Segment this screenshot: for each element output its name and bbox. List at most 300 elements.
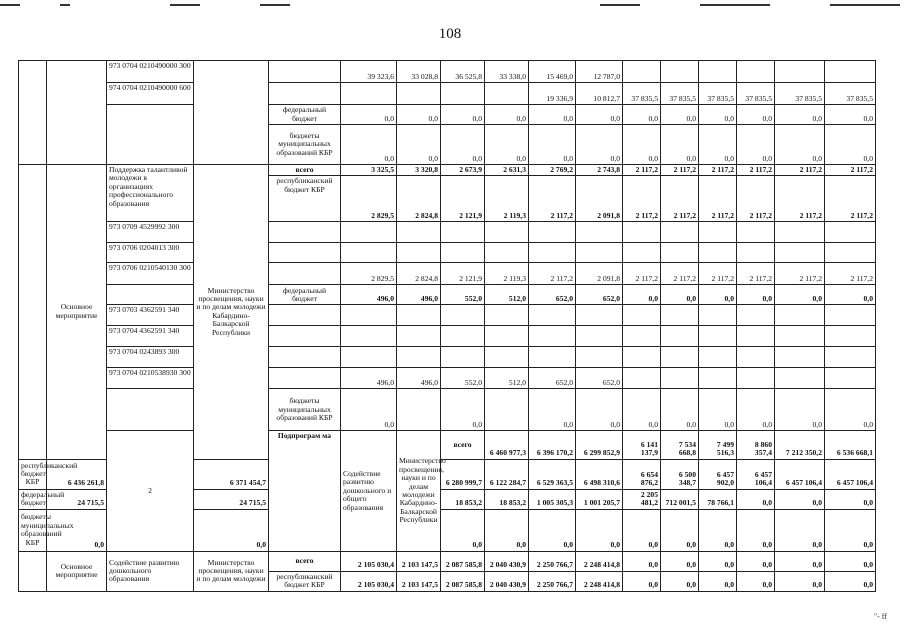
value-cell: 0,0 <box>623 105 661 125</box>
source-label: республиканский бюджет КБР <box>269 176 341 222</box>
event-name: Содействие развитию дошкольного образования <box>107 551 194 591</box>
value-cell: 552,0 <box>441 368 485 389</box>
value-cell: 2 087 585,8 <box>441 551 485 571</box>
value-cell: 2 250 766,7 <box>529 571 576 591</box>
value-cell: 0,0 <box>699 125 737 165</box>
value-cell: 6 396 170,2 <box>529 431 576 459</box>
value-cell: 2 117,2 <box>825 263 876 285</box>
table-row <box>19 263 876 285</box>
value-cell <box>775 243 825 263</box>
value-cell: 10 812,7 <box>576 83 623 105</box>
value-cell: 6 536 668,1 <box>825 431 876 459</box>
value-cell: 37 835,5 <box>661 83 699 105</box>
value-cell: 2 117,2 <box>825 165 876 176</box>
value-cell <box>485 326 529 347</box>
value-cell: 0,0 <box>737 551 775 571</box>
value-cell: 37 835,5 <box>825 83 876 105</box>
budget-code: 973 0704 0243893 300 <box>107 347 194 368</box>
value-cell: 0,0 <box>699 551 737 571</box>
value-cell <box>825 305 876 326</box>
value-cell: 24 715,5 <box>194 489 269 509</box>
value-cell: 652,0 <box>576 368 623 389</box>
table-row <box>19 326 876 347</box>
value-cell <box>397 222 441 243</box>
page-number: 108 <box>438 26 462 42</box>
value-cell: 2 631,3 <box>485 165 529 176</box>
value-cell: 6 529 363,5 <box>529 459 576 489</box>
value-cell: 0,0 <box>775 489 825 509</box>
value-cell <box>825 222 876 243</box>
value-cell <box>341 305 397 326</box>
value-cell <box>661 368 699 389</box>
value-cell: 37 835,5 <box>623 83 661 105</box>
value-cell <box>341 243 397 263</box>
value-cell: 0,0 <box>623 571 661 591</box>
value-cell: 2 117,2 <box>699 165 737 176</box>
value-cell <box>623 243 661 263</box>
value-cell <box>397 389 441 431</box>
value-cell <box>699 347 737 368</box>
value-cell: 6 457 106,4 <box>737 459 775 489</box>
source-cell <box>269 305 341 326</box>
value-cell: 2 117,2 <box>623 165 661 176</box>
value-cell <box>341 347 397 368</box>
value-cell: 6 457 106,4 <box>775 459 825 489</box>
value-cell: 6 141 137,9 <box>623 431 661 459</box>
value-cell <box>441 305 485 326</box>
value-cell: 0,0 <box>661 125 699 165</box>
value-cell: 0,0 <box>775 571 825 591</box>
value-cell: 712 001,5 <box>661 489 699 509</box>
value-cell: 6 436 261,8 <box>47 459 107 489</box>
budget-code: 973 0706 0210540130 300 <box>107 263 194 285</box>
value-cell <box>825 326 876 347</box>
value-cell: 652,0 <box>576 285 623 305</box>
value-cell <box>485 243 529 263</box>
value-cell <box>576 305 623 326</box>
value-cell: 0,0 <box>737 285 775 305</box>
value-cell: 2 743,8 <box>576 165 623 176</box>
value-cell <box>775 368 825 389</box>
value-cell: 33 338,0 <box>485 61 529 83</box>
executor-label: Министерство просвещения, науки и по делам молодежи Кабардино-Балкарской Республики <box>397 431 441 551</box>
value-cell <box>623 222 661 243</box>
value-cell <box>737 222 775 243</box>
value-cell <box>576 347 623 368</box>
value-cell: 0,0 <box>699 509 737 551</box>
value-cell: 0,0 <box>576 105 623 125</box>
corner-mark: "- ff <box>873 612 887 621</box>
value-cell: 15 469,0 <box>529 61 576 83</box>
value-cell <box>529 326 576 347</box>
value-cell: 2 117,2 <box>699 176 737 222</box>
budget-code <box>107 389 194 431</box>
source-cell <box>269 222 341 243</box>
value-cell: 7 499 516,3 <box>699 431 737 459</box>
value-cell <box>441 243 485 263</box>
value-cell: 2 205 481,2 <box>623 489 661 509</box>
value-cell <box>825 243 876 263</box>
value-cell <box>397 347 441 368</box>
value-cell: 496,0 <box>397 368 441 389</box>
value-cell <box>699 368 737 389</box>
value-cell <box>775 326 825 347</box>
value-cell: 496,0 <box>341 368 397 389</box>
value-cell: 3 325,5 <box>341 165 397 176</box>
value-cell: 6 654 876,2 <box>623 459 661 489</box>
value-cell: 0,0 <box>825 105 876 125</box>
value-cell: 6 457 902,0 <box>699 459 737 489</box>
value-cell: 18 853,2 <box>485 489 529 509</box>
value-cell: 6 457 106,4 <box>825 459 876 489</box>
table-row <box>19 165 876 176</box>
value-cell: 0,0 <box>623 509 661 551</box>
value-cell: 2 829,5 <box>341 176 397 222</box>
value-cell: 2 091,8 <box>576 263 623 285</box>
value-cell <box>661 326 699 347</box>
value-cell <box>737 243 775 263</box>
value-cell <box>737 305 775 326</box>
value-cell: 0,0 <box>825 285 876 305</box>
value-cell: 33 028,8 <box>397 61 441 83</box>
source-cell <box>269 368 341 389</box>
value-cell: 496,0 <box>341 285 397 305</box>
value-cell: 6 371 454,7 <box>194 459 269 489</box>
row-number: 2 <box>107 431 194 551</box>
budget-code: 973 0704 0210490000 300 <box>107 61 194 83</box>
value-cell: 652,0 <box>529 368 576 389</box>
value-cell: 2 121,9 <box>441 263 485 285</box>
value-cell: 2 248 414,8 <box>576 551 623 571</box>
value-cell: 7 534 668,8 <box>661 431 699 459</box>
value-cell: 0,0 <box>661 389 699 431</box>
source-label: всего <box>269 551 341 571</box>
value-cell: 652,0 <box>529 285 576 305</box>
value-cell: 0,0 <box>825 551 876 571</box>
value-cell <box>341 222 397 243</box>
value-cell <box>623 305 661 326</box>
budget-code: 973 0704 4362591 340 <box>107 326 194 347</box>
table-row <box>19 305 876 326</box>
source-cell <box>269 83 341 105</box>
source-cell <box>269 326 341 347</box>
value-cell: 6 498 310,6 <box>576 459 623 489</box>
value-cell: 0,0 <box>737 509 775 551</box>
value-cell: 2 250 766,7 <box>529 551 576 571</box>
event-type-cell <box>47 61 107 165</box>
value-cell: 0,0 <box>825 509 876 551</box>
executor-label: Министерство просвещения, науки и по делам молодежи Кабардино-Балкарской Республики <box>194 165 269 460</box>
value-cell: 0,0 <box>661 285 699 305</box>
value-cell: 37 835,5 <box>775 83 825 105</box>
value-cell <box>699 243 737 263</box>
value-cell: 0,0 <box>661 571 699 591</box>
value-cell: 2 824,8 <box>397 176 441 222</box>
table-row <box>19 347 876 368</box>
value-cell <box>397 326 441 347</box>
event-type-label: Основное мероприятие <box>47 165 107 460</box>
event-name: Поддержка талантливой молодежи в организациях профессионального образования <box>107 165 194 222</box>
budget-code: 973 0704 0210538930 300 <box>107 368 194 389</box>
value-cell: 0,0 <box>775 285 825 305</box>
value-cell: 0,0 <box>194 509 269 551</box>
scan-dash-top <box>830 4 900 6</box>
subprogram-label: Подпрограм ма <box>269 431 341 551</box>
value-cell: 2 117,2 <box>623 263 661 285</box>
source-cell <box>269 243 341 263</box>
value-cell: 0,0 <box>529 125 576 165</box>
value-cell: 2 121,9 <box>441 176 485 222</box>
value-cell: 2 117,2 <box>825 176 876 222</box>
value-cell: 0,0 <box>825 489 876 509</box>
value-cell: 0,0 <box>737 105 775 125</box>
value-cell <box>699 326 737 347</box>
value-cell <box>623 347 661 368</box>
value-cell: 0,0 <box>341 125 397 165</box>
value-cell: 0,0 <box>441 389 485 431</box>
value-cell: 6 122 284,7 <box>485 459 529 489</box>
value-cell <box>737 326 775 347</box>
table-row <box>19 389 876 431</box>
value-cell: 0,0 <box>699 389 737 431</box>
value-cell: 2 040 430,9 <box>485 551 529 571</box>
value-cell: 0,0 <box>661 509 699 551</box>
value-cell: 2 103 147,5 <box>397 551 441 571</box>
value-cell: 2 117,2 <box>775 165 825 176</box>
scan-dash-top <box>600 4 640 6</box>
value-cell <box>441 326 485 347</box>
scan-dash-top <box>700 4 770 6</box>
value-cell <box>441 222 485 243</box>
value-cell: 2 117,2 <box>661 263 699 285</box>
value-cell: 36 525,8 <box>441 61 485 83</box>
value-cell: 2 673,9 <box>441 165 485 176</box>
value-cell: 0,0 <box>576 125 623 165</box>
value-cell: 0,0 <box>737 389 775 431</box>
executor-cell <box>194 61 269 165</box>
source-label: федеральный бюджет <box>269 285 341 305</box>
table-row <box>19 243 876 263</box>
value-cell: 0,0 <box>699 105 737 125</box>
value-cell <box>661 305 699 326</box>
value-cell <box>397 83 441 105</box>
executor-label: Министерство просвещения, науки и по делам молодежи <box>194 551 269 591</box>
source-label: бюджеты муниципальных образований КБР <box>19 509 47 551</box>
table-row <box>19 83 876 105</box>
value-cell <box>699 305 737 326</box>
value-cell <box>529 243 576 263</box>
value-cell: 8 860 357,4 <box>737 431 775 459</box>
budget-code: 973 0709 4529992 300 <box>107 222 194 243</box>
table-row <box>19 285 876 305</box>
value-cell <box>529 305 576 326</box>
value-cell: 2 119,3 <box>485 263 529 285</box>
value-cell: 0,0 <box>485 105 529 125</box>
value-cell <box>775 347 825 368</box>
value-cell <box>661 243 699 263</box>
value-cell: 2 040 430,9 <box>485 571 529 591</box>
value-cell: 2 117,2 <box>661 176 699 222</box>
budget-code: 973 0706 0204013 300 <box>107 243 194 263</box>
value-cell: 0,0 <box>341 389 397 431</box>
source-cell <box>269 347 341 368</box>
value-cell: 2 087 585,8 <box>441 571 485 591</box>
value-cell <box>775 222 825 243</box>
value-cell <box>485 347 529 368</box>
value-cell <box>737 347 775 368</box>
value-cell: 6 299 852,9 <box>576 431 623 459</box>
value-cell <box>341 83 397 105</box>
value-cell <box>825 347 876 368</box>
value-cell: 7 212 350,2 <box>775 431 825 459</box>
value-cell: 2 103 147,5 <box>397 571 441 591</box>
source-label: федеральный бюджет <box>19 489 47 509</box>
value-cell: 6 280 999,7 <box>441 459 485 489</box>
value-cell: 2 117,2 <box>737 263 775 285</box>
value-cell <box>775 61 825 83</box>
source-label: бюджеты муниципальных образований КБР <box>269 125 341 165</box>
scan-dash-top <box>60 4 70 6</box>
value-cell: 6 500 348,7 <box>661 459 699 489</box>
value-cell: 0,0 <box>623 285 661 305</box>
value-cell: 2 769,2 <box>529 165 576 176</box>
value-cell <box>623 61 661 83</box>
value-cell: 2 117,2 <box>661 165 699 176</box>
table-row <box>19 61 876 83</box>
budget-code <box>107 285 194 305</box>
source-cell <box>269 61 341 83</box>
value-cell: 6 460 977,3 <box>485 431 529 459</box>
value-cell <box>775 305 825 326</box>
value-cell: 24 715,5 <box>47 489 107 509</box>
value-cell <box>661 347 699 368</box>
table-row <box>19 222 876 243</box>
value-cell <box>623 326 661 347</box>
value-cell: 0,0 <box>737 489 775 509</box>
value-cell <box>825 368 876 389</box>
value-cell <box>825 61 876 83</box>
value-cell: 496,0 <box>397 285 441 305</box>
value-cell: 1 001 205,7 <box>576 489 623 509</box>
value-cell: 2 105 030,4 <box>341 551 397 571</box>
value-cell: 0,0 <box>737 571 775 591</box>
budget-code: 973 0703 4362591 340 <box>107 305 194 326</box>
budget-table <box>18 60 876 592</box>
value-cell <box>699 61 737 83</box>
subprogram-name: Содействие развитию дошкольного и общего образования <box>341 431 397 551</box>
scan-dash-top <box>0 4 20 6</box>
value-cell: 0,0 <box>775 125 825 165</box>
source-label: республиканский бюджет КБР <box>19 459 47 489</box>
value-cell: 0,0 <box>699 285 737 305</box>
budget-code <box>107 105 194 165</box>
value-cell: 0,0 <box>485 509 529 551</box>
value-cell: 0,0 <box>341 105 397 125</box>
value-cell <box>737 368 775 389</box>
value-cell: 2 105 030,4 <box>341 571 397 591</box>
value-cell: 2 824,8 <box>397 263 441 285</box>
value-cell <box>441 347 485 368</box>
value-cell: 78 766,1 <box>699 489 737 509</box>
scan-dash-top <box>170 4 200 6</box>
value-cell: 0,0 <box>47 509 107 551</box>
value-cell <box>737 61 775 83</box>
value-cell: 0,0 <box>775 551 825 571</box>
value-cell: 0,0 <box>775 105 825 125</box>
value-cell: 2 117,2 <box>775 176 825 222</box>
value-cell <box>699 222 737 243</box>
value-cell: 0,0 <box>661 551 699 571</box>
value-cell: 0,0 <box>485 125 529 165</box>
value-cell <box>576 243 623 263</box>
value-cell <box>485 83 529 105</box>
value-cell <box>397 243 441 263</box>
value-cell: 2 117,2 <box>623 176 661 222</box>
value-cell: 0,0 <box>397 105 441 125</box>
source-label: республиканский бюджет КБР <box>269 571 341 591</box>
value-cell: 0,0 <box>737 125 775 165</box>
table-row <box>19 431 876 459</box>
source-label: всего <box>441 431 485 459</box>
value-cell: 512,0 <box>485 368 529 389</box>
budget-code: 974 0704 0210490000 600 <box>107 83 194 105</box>
value-cell: 2 829,5 <box>341 263 397 285</box>
value-cell <box>529 222 576 243</box>
value-cell: 0,0 <box>623 125 661 165</box>
value-cell <box>576 326 623 347</box>
value-cell: 2 248 414,8 <box>576 571 623 591</box>
value-cell: 512,0 <box>485 285 529 305</box>
value-cell: 0,0 <box>825 389 876 431</box>
value-cell <box>441 83 485 105</box>
value-cell: 3 320,8 <box>397 165 441 176</box>
value-cell: 0,0 <box>661 105 699 125</box>
value-cell: 39 323,6 <box>341 61 397 83</box>
value-cell: 2 117,2 <box>699 263 737 285</box>
scan-dash-top <box>260 4 290 6</box>
table-row <box>19 105 876 125</box>
value-cell <box>397 305 441 326</box>
table-row <box>19 551 876 571</box>
value-cell: 0,0 <box>529 509 576 551</box>
value-cell <box>485 389 529 431</box>
value-cell <box>661 222 699 243</box>
value-cell: 2 117,2 <box>775 263 825 285</box>
value-cell: 37 835,5 <box>699 83 737 105</box>
value-cell: 0,0 <box>825 571 876 591</box>
value-cell: 0,0 <box>397 125 441 165</box>
row-number-cell <box>19 551 47 591</box>
value-cell: 0,0 <box>775 389 825 431</box>
value-cell: 0,0 <box>441 509 485 551</box>
value-cell: 0,0 <box>576 389 623 431</box>
value-cell <box>529 347 576 368</box>
value-cell: 18 853,2 <box>441 489 485 509</box>
row-number-cell <box>19 61 47 165</box>
table-row <box>19 368 876 389</box>
value-cell: 0,0 <box>825 125 876 165</box>
value-cell: 37 835,5 <box>737 83 775 105</box>
value-cell: 0,0 <box>775 509 825 551</box>
value-cell <box>485 222 529 243</box>
value-cell: 0,0 <box>576 509 623 551</box>
value-cell <box>576 222 623 243</box>
source-label: бюджеты муниципальных образований КБР <box>269 389 341 431</box>
value-cell: 0,0 <box>441 125 485 165</box>
source-label: всего <box>269 165 341 176</box>
value-cell <box>623 368 661 389</box>
value-cell: 0,0 <box>529 389 576 431</box>
